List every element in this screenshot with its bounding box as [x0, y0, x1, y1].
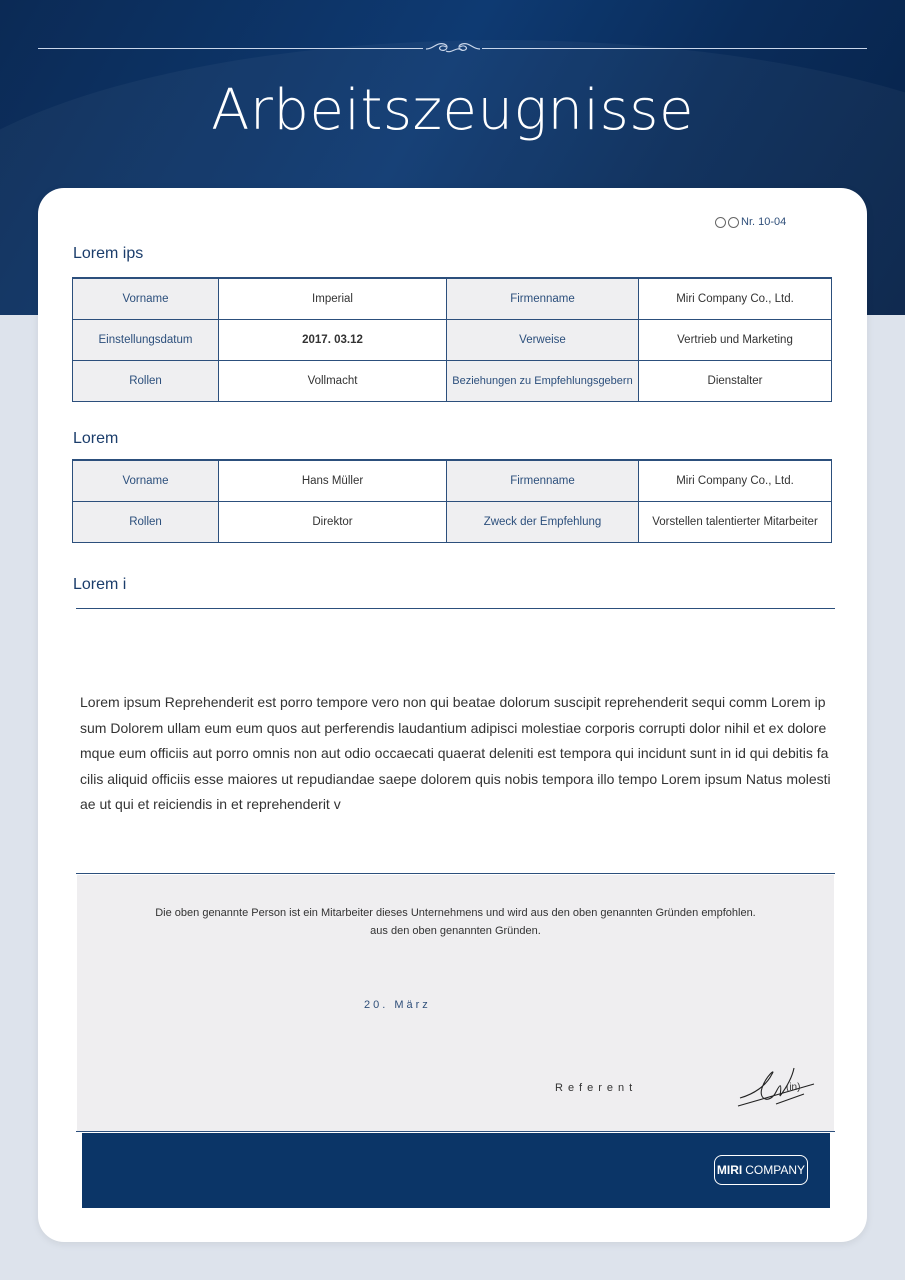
- employee-info-table: [72, 277, 832, 402]
- footer-note-line: Die oben genannte Person ist ein Mitarbeiter dieses Unternehmens und wird aus den oben genannten Gründen empfohlen.: [155, 907, 756, 919]
- divider: [76, 873, 835, 874]
- signature-icon: [736, 1064, 818, 1114]
- table-label: Firmenname: [447, 460, 639, 502]
- table-row: [73, 278, 832, 320]
- table-value: Vorstellen talentierter Mitarbeiter: [639, 502, 832, 543]
- recommendation-body: Lorem ipsum Reprehenderit est porro tempore vero non qui beatae dolorum suscipit reprehenderit sequi comm Lorem ipsum Dolorem ullam eum eum quos aut perferendis laudantium adipisci molestiae corporis corrupti dolor nihil et ex doloremque eum officiis aut porro omnis non aut odio occaecati quaerat deleniti est tempora qui incidunt sunt in id qui debitis facilis aliquid officiis esse maiores ut repudiandae saepe dolorem quis nobis tempora illo tempo Lorem ipsum Natus molestiae ut qui et reiciendis in et reprehenderit v: [80, 694, 831, 812]
- table-row: [73, 460, 832, 502]
- table-label: Vorname: [73, 460, 219, 502]
- divider: [76, 608, 835, 609]
- section-title-reason: Lorem i: [73, 576, 127, 593]
- table-value: Hans Müller: [219, 460, 447, 502]
- table-label: Verweise: [447, 320, 639, 361]
- table-row: [73, 502, 832, 543]
- scroll-ornament-icon: [422, 38, 484, 60]
- table-value: Direktor: [219, 502, 447, 543]
- table-value: Miri Company Co., Ltd.: [639, 278, 832, 320]
- logo-text: COMPANY: [745, 1163, 806, 1177]
- ornament-line-left: [38, 48, 423, 49]
- footer-note: [77, 904, 834, 940]
- circle-icon: [728, 217, 739, 228]
- page-title: Arbeitszeugnisse: [211, 78, 694, 143]
- table-value: Vollmacht: [219, 361, 447, 402]
- ornament-line-right: [482, 48, 867, 49]
- logo-text-strong: MIRI: [716, 1163, 743, 1177]
- table-value: Dienstalter: [639, 361, 832, 402]
- footer-note-line: aus den oben genannten Gründen.: [370, 925, 541, 937]
- referee-info-table: [72, 459, 832, 543]
- table-label: Firmenname: [447, 278, 639, 320]
- table-value: 2017. 03.12: [219, 320, 447, 361]
- section-title-employee: Lorem ips: [73, 245, 144, 262]
- divider: [76, 1131, 835, 1132]
- table-label: Zweck der Empfehlung: [447, 502, 639, 543]
- table-row: [73, 320, 832, 361]
- table-label: Rollen: [73, 502, 219, 543]
- document-number-text: Nr. 10-04: [741, 216, 787, 228]
- circle-icon: [715, 217, 726, 228]
- section-title-referee: Lorem: [73, 430, 119, 447]
- table-label: Beziehungen zu Empfehlungsgebern: [447, 361, 639, 402]
- table-value: Imperial: [219, 278, 447, 320]
- document-number: [715, 216, 786, 228]
- table-label: Vorname: [73, 278, 219, 320]
- referent-label: Referent: [555, 1082, 638, 1094]
- table-label: Rollen: [73, 361, 219, 402]
- table-value: Miri Company Co., Ltd.: [639, 460, 832, 502]
- company-logo: [714, 1155, 808, 1185]
- issue-date: 20. März: [364, 999, 431, 1011]
- table-row: [73, 361, 832, 402]
- signature-suffix: (in): [786, 1082, 801, 1093]
- table-value: Vertrieb und Marketing: [639, 320, 832, 361]
- table-label: Einstellungsdatum: [73, 320, 219, 361]
